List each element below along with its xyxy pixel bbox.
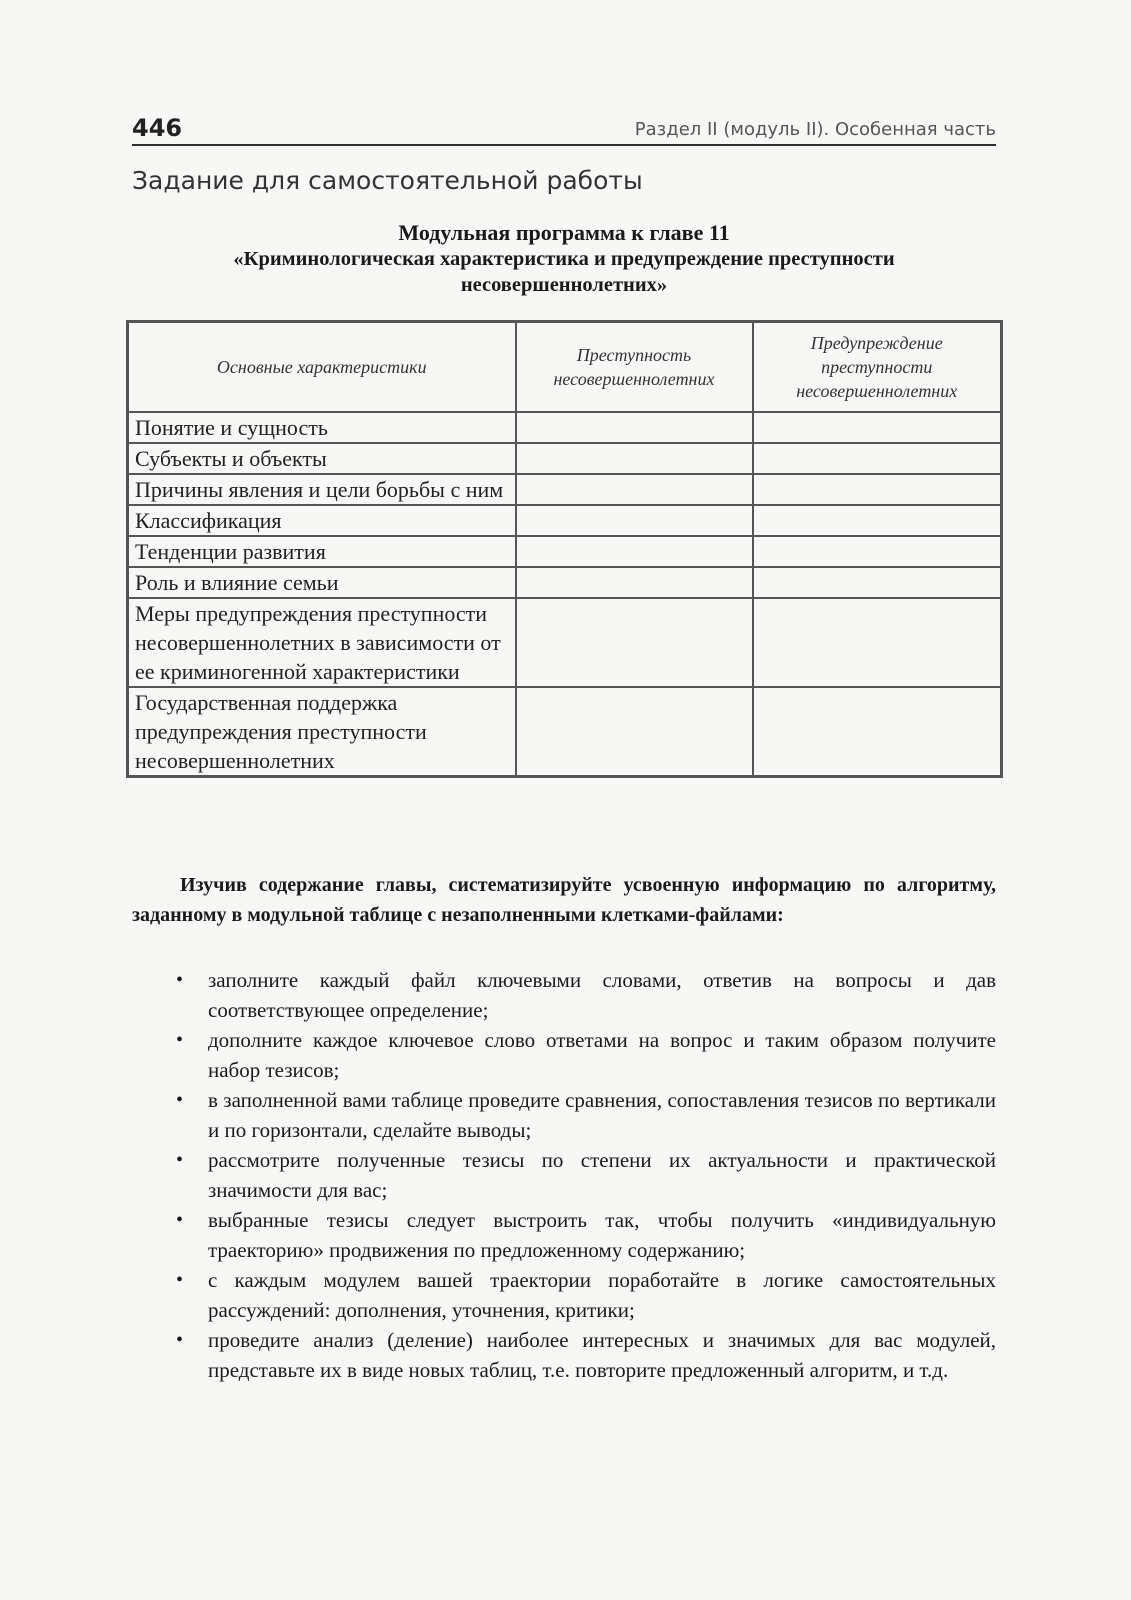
instruction-list bbox=[132, 965, 996, 1385]
row-label: Тенденции развития bbox=[128, 536, 516, 567]
bullet-icon: • bbox=[176, 1149, 184, 1171]
table-row bbox=[128, 598, 1002, 687]
row-label: Меры предупреждения преступности несовершеннолетних в зависимости от ее криминогенной характеристики bbox=[128, 598, 516, 687]
bullet-icon: • bbox=[176, 1269, 184, 1291]
blank-cell bbox=[516, 443, 753, 474]
blank-cell bbox=[753, 412, 1002, 443]
page-number: 446 bbox=[132, 114, 183, 142]
row-label: Субъекты и объекты bbox=[128, 443, 516, 474]
blank-cell bbox=[753, 474, 1002, 505]
list-item bbox=[132, 1265, 996, 1325]
program-title-line2: «Криминологическая характеристика и предупреждение преступности несовершеннолетних» bbox=[233, 248, 895, 296]
blank-cell bbox=[516, 598, 753, 687]
bullet-icon: • bbox=[176, 969, 184, 991]
list-item-text: проведите анализ (деление) наиболее интересных и значимых для вас модулей, представьте их в виде новых таблиц, т.е. повторите предложенный алгоритм, и т.д. bbox=[208, 1328, 996, 1382]
table-header-cell: Предупреждение преступности несовершеннолетних bbox=[753, 322, 1002, 413]
table-header-cell: Основные характеристики bbox=[128, 322, 516, 413]
blank-cell bbox=[516, 412, 753, 443]
task-heading: Задание для самостоятельной работы bbox=[132, 166, 643, 195]
row-label: Причины явления и цели борьбы с ним bbox=[128, 474, 516, 505]
table-header-cell: Преступность несовершеннолетних bbox=[516, 322, 753, 413]
program-title-line1: Модульная программа к главе 11 bbox=[398, 220, 730, 245]
table-row bbox=[128, 443, 1002, 474]
list-item bbox=[132, 1025, 996, 1085]
list-item bbox=[132, 965, 996, 1025]
row-label: Понятие и сущность bbox=[128, 412, 516, 443]
list-item bbox=[132, 1205, 996, 1265]
intro-paragraph: Изучив содержание главы, систематизируйте усвоенную информацию по алгоритму, заданному в модульной таблице с незаполненными клетками-файлами: bbox=[132, 874, 996, 926]
blank-cell bbox=[753, 598, 1002, 687]
blank-cell bbox=[516, 474, 753, 505]
blank-cell bbox=[516, 687, 753, 777]
list-item bbox=[132, 1145, 996, 1205]
table-row bbox=[128, 412, 1002, 443]
blank-cell bbox=[753, 536, 1002, 567]
list-item bbox=[132, 1085, 996, 1145]
list-item-text: заполните каждый файл ключевыми словами, ответив на вопросы и дав соответствующее определение; bbox=[208, 968, 996, 1022]
list-item-text: рассмотрите полученные тезисы по степени их актуальности и практической значимости для вас; bbox=[208, 1148, 996, 1202]
blank-cell bbox=[753, 443, 1002, 474]
program-title bbox=[130, 220, 998, 298]
blank-cell bbox=[753, 505, 1002, 536]
row-label: Государственная поддержка предупреждения преступности несовершеннолетних bbox=[128, 687, 516, 777]
blank-cell bbox=[753, 567, 1002, 598]
blank-cell bbox=[516, 536, 753, 567]
list-item-text: с каждым модулем вашей траектории поработайте в логике самостоятельных рассуждений: дополнения, уточнения, критики; bbox=[208, 1268, 996, 1322]
list-item-text: в заполненной вами таблице проведите сравнения, сопоставления тезисов по вертикали и по горизонтали, сделайте выводы; bbox=[208, 1088, 996, 1142]
table-row bbox=[128, 567, 1002, 598]
row-label: Классификация bbox=[128, 505, 516, 536]
list-item bbox=[132, 1325, 996, 1385]
table-row bbox=[128, 474, 1002, 505]
bullet-icon: • bbox=[176, 1209, 184, 1231]
table-row bbox=[128, 505, 1002, 536]
bullet-icon: • bbox=[176, 1329, 184, 1351]
list-item-text: дополните каждое ключевое слово ответами на вопрос и таким образом получите набор тезисов; bbox=[208, 1028, 996, 1082]
running-head bbox=[132, 112, 996, 146]
blank-cell bbox=[516, 505, 753, 536]
blank-cell bbox=[516, 567, 753, 598]
table-header-row bbox=[128, 322, 1002, 413]
row-label: Роль и влияние семьи bbox=[128, 567, 516, 598]
bullet-icon: • bbox=[176, 1089, 184, 1111]
list-item-text: выбранные тезисы следует выстроить так, чтобы получить «индивидуальную траекторию» продвижения по предложенному содержанию; bbox=[208, 1208, 996, 1262]
section-title: Раздел II (модуль II). Особенная часть bbox=[634, 119, 996, 140]
blank-cell bbox=[753, 687, 1002, 777]
table-row bbox=[128, 687, 1002, 777]
module-table bbox=[126, 320, 1003, 778]
table-row bbox=[128, 536, 1002, 567]
bullet-icon: • bbox=[176, 1029, 184, 1051]
